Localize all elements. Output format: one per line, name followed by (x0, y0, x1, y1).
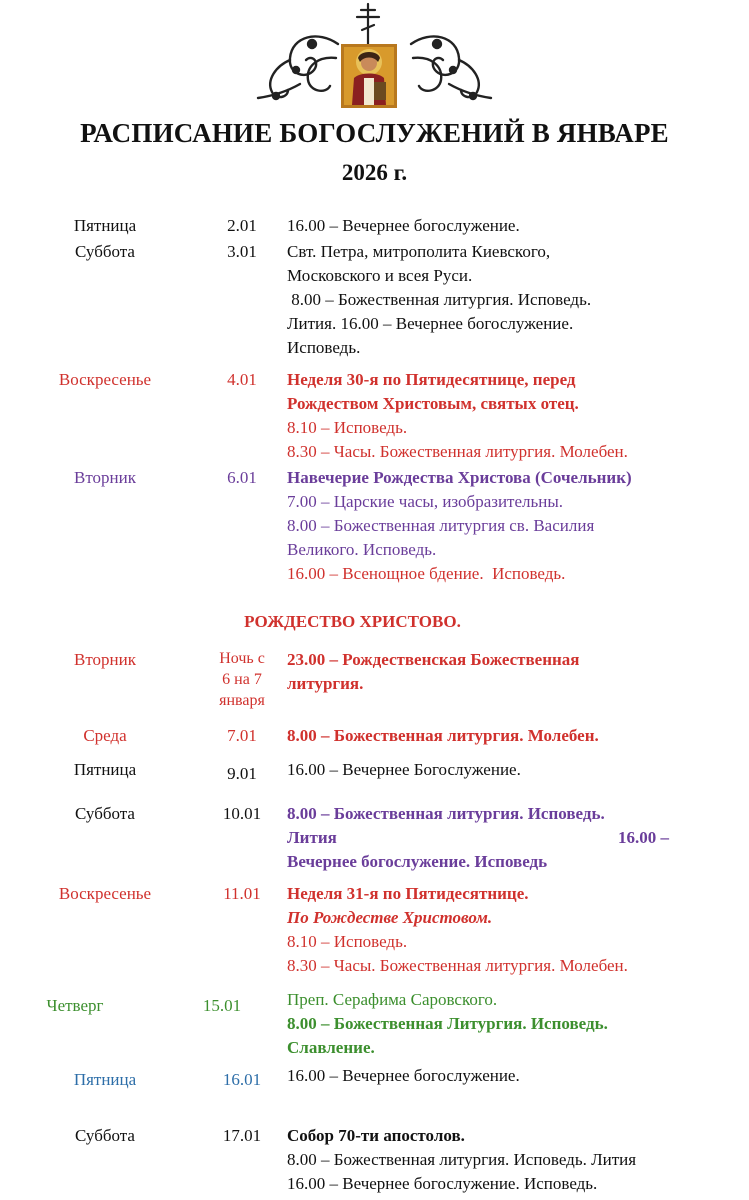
service-line: 23.00 – Рождественская Божественная (287, 650, 580, 669)
service-text (287, 802, 747, 874)
date-label: 11.01 (223, 884, 261, 903)
day-label: Суббота (75, 1126, 135, 1145)
service-text (287, 988, 747, 1060)
service-line: Собор 70-ти апостолов. (287, 1126, 465, 1145)
service-line: 8.00 – Божественная литургия св. Василия (287, 516, 595, 535)
date-label: 3.01 (227, 242, 257, 261)
service-text (287, 214, 747, 238)
service-line-left: Лития (287, 828, 337, 847)
service-line: 8.00 – Божественная литургия. Молебен. (287, 726, 599, 745)
service-line: Неделя 31-я по Пятидесятнице. (287, 884, 529, 903)
day-label: Вторник (74, 650, 136, 669)
service-line: 16.00 – Вечернее богослужение. (287, 216, 520, 235)
page-title: РАСПИСАНИЕ БОГОСЛУЖЕНИЙ В ЯНВАРЕ (80, 118, 669, 148)
section-title: РОЖДЕСТВО ХРИСТОВО. (244, 612, 461, 631)
ornament-graphic (0, 0, 749, 112)
date-label: 2.01 (227, 216, 257, 235)
left-scroll-ornament (258, 36, 338, 99)
date-label: 7.01 (227, 726, 257, 745)
service-text (287, 240, 747, 360)
service-line: 8.00 – Божественная литургия. Исповедь. (287, 290, 592, 309)
service-line: 8.00 – Божественная литургия. Исповедь. Лития (287, 1150, 637, 1169)
date-line: Ночь с (219, 650, 265, 667)
day-label: Суббота (75, 242, 135, 261)
service-line: Неделя 30-я по Пятидесятнице, перед (287, 370, 576, 389)
service-line: 16.00 – Вечернее богослужение. (287, 1066, 520, 1085)
service-line: 8.10 – Исповедь. (287, 418, 408, 437)
date-label: 16.01 (222, 1070, 262, 1089)
service-text (287, 368, 747, 464)
service-line: Преп. Серафима Саровского. (287, 990, 498, 1009)
date-label: 17.01 (222, 1126, 262, 1145)
service-line: 16.00 – Всенощное бдение. Исповедь. (287, 564, 566, 583)
day-label: Пятница (73, 216, 137, 235)
day-label: Воскресенье (58, 370, 152, 389)
date-label: 4.01 (227, 370, 257, 389)
date-label (203, 648, 281, 711)
service-line: 8.00 – Божественная Литургия. Исповедь. (287, 1014, 608, 1033)
cross-icon (357, 4, 379, 44)
service-line: Московского и всея Руси. (287, 266, 473, 285)
service-line-split (287, 826, 669, 850)
date-label: 9.01 (227, 764, 257, 783)
service-line: Навечерие Рождества Христова (Сочельник) (287, 468, 632, 487)
date-label: 15.01 (202, 996, 242, 1015)
service-line: 7.00 – Царские часы, изобразительны. (287, 492, 564, 511)
service-text (287, 758, 747, 782)
service-line: Исповедь. (287, 338, 361, 357)
service-line: Рождеством Христовым, святых отец. (287, 394, 579, 413)
date-line: января (219, 692, 265, 709)
service-text (287, 724, 747, 748)
service-text (287, 1064, 747, 1088)
service-line: Вечернее богослужение. Исповедь (287, 852, 548, 871)
day-label: Пятница (73, 1070, 137, 1089)
date-line: 6 на 7 (222, 671, 262, 688)
service-line: 8.00 – Божественная литургия. Исповедь. (287, 804, 605, 823)
service-text (287, 882, 747, 978)
service-line: Славление. (287, 1038, 375, 1057)
service-line: 8.10 – Исповедь. (287, 932, 408, 951)
service-text (287, 1124, 747, 1196)
service-line: Великого. Исповедь. (287, 540, 437, 559)
right-scroll-ornament (411, 36, 491, 99)
header-ornament (0, 0, 749, 112)
service-text (287, 648, 747, 696)
day-label: Четверг (46, 996, 104, 1015)
service-line: По Рождестве Христовом. (287, 908, 493, 927)
date-label: 10.01 (222, 804, 262, 823)
day-label: Воскресенье (58, 884, 152, 903)
day-label: Пятница (73, 760, 137, 779)
service-line: 8.30 – Часы. Божественная литургия. Молебен. (287, 442, 628, 461)
day-label: Суббота (75, 804, 135, 823)
service-line: литургия. (287, 674, 364, 693)
saint-icon-image (341, 44, 397, 108)
service-line: 16.00 – Вечернее Богослужение. (287, 760, 521, 779)
day-label: Вторник (74, 468, 136, 487)
service-text (287, 466, 747, 586)
service-line: 8.30 – Часы. Божественная литургия. Молебен. (287, 956, 628, 975)
service-line: 16.00 – Вечернее богослужение. Исповедь. (287, 1174, 598, 1193)
day-label: Среда (83, 726, 127, 745)
service-line: Лития. 16.00 – Вечернее богослужение. (287, 314, 574, 333)
date-label: 6.01 (227, 468, 257, 487)
service-line: Свт. Петра, митрополита Киевского, (287, 242, 551, 261)
page-year: 2026 г. (341, 160, 408, 185)
service-line-right: 16.00 – (618, 828, 669, 847)
